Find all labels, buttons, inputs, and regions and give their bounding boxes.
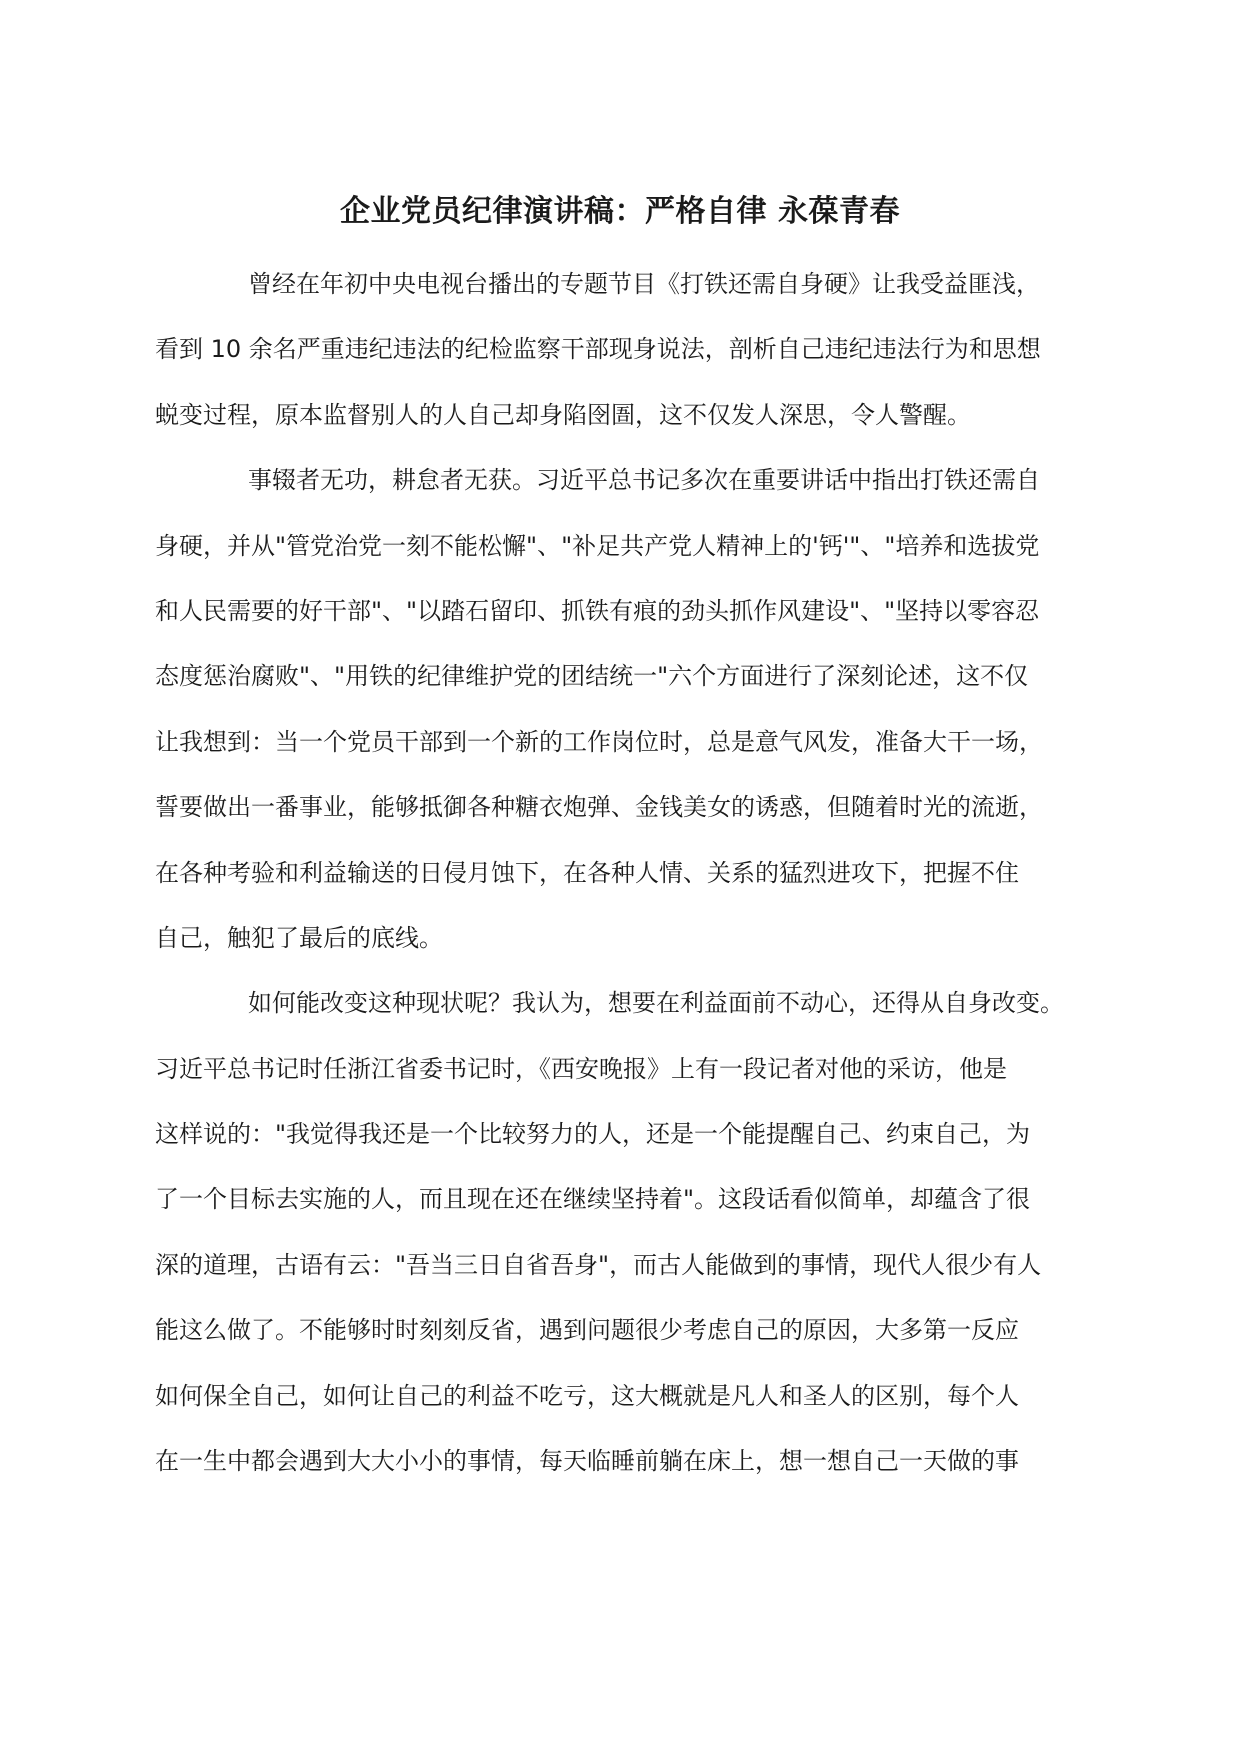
text-line: 态度惩治腐败"、"用铁的纪律维护党的团结统一"六个方面进行了深刻论述，这不仅	[155, 662, 1029, 691]
paragraph	[155, 252, 1085, 448]
text-line: 深的道理，古语有云："吾当三日自省吾身"，而古人能做到的事情，现代人很少有人	[155, 1250, 1042, 1279]
text-line: 在各种考验和利益输送的日侵月蚀下，在各种人情、关系的猛烈进攻下，把握不住	[155, 858, 1019, 887]
document-title: 企业党员纪律演讲稿：严格自律 永葆青春	[340, 194, 900, 229]
text-line: 如何保全自己，如何让自己的利益不吃亏，这大概就是凡人和圣人的区别，每个人	[155, 1381, 1019, 1410]
text-line: 曾经在年初中央电视台播出的专题节目《打铁还需自身硬》让我受益匪浅，	[248, 270, 1040, 298]
text-line: 自己，触犯了最后的底线。	[155, 923, 443, 952]
text-line: 蜕变过程，原本监督别人的人自己却身陷囹圄，这不仅发人深思，令人警醒。	[155, 400, 971, 429]
text-line: 了一个目标去实施的人，而且现在还在继续坚持着"。这段话看似简单，却蕴含了很	[155, 1185, 1031, 1214]
document-body	[155, 252, 1085, 1494]
text-line: 身硬，并从"管党治党一刻不能松懈"、"补足共产党人精神上的'钙'"、"培养和选拔党	[155, 531, 1040, 560]
text-line: 和人民需要的好干部"、"以踏石留印、抓铁有痕的劲头抓作风建设"、"坚持以零容忍	[155, 596, 1040, 625]
paragraph	[155, 971, 1085, 1494]
text-line: 能这么做了。不能够时时刻刻反省，遇到问题很少考虑自己的原因，大多第一反应	[155, 1316, 1019, 1345]
text-line: 看到 10 余名严重违纪违法的纪检监察干部现身说法，剖析自己违纪违法行为和思想	[155, 335, 1041, 364]
text-line: 让我想到：当一个党员干部到一个新的工作岗位时，总是意气风发，准备大干一场，	[155, 727, 1043, 756]
text-line: 这样说的："我觉得我还是一个比较努力的人，还是一个能提醒自己、约束自己，为	[155, 1120, 1031, 1149]
text-line: 事辍者无功，耕怠者无获。习近平总书记多次在重要讲话中指出打铁还需自	[248, 466, 1040, 495]
text-line: 习近平总书记时任浙江省委书记时，《西安晚报》上有一段记者对他的采访，他是	[155, 1054, 1007, 1083]
text-line: 在一生中都会遇到大大小小的事情，每天临睡前躺在床上，想一想自己一天做的事	[155, 1447, 1019, 1476]
paragraph	[155, 448, 1085, 971]
text-line: 誓要做出一番事业，能够抵御各种糖衣炮弹、金钱美女的诱惑，但随着时光的流逝，	[155, 793, 1043, 822]
text-line: 如何能改变这种现状呢？我认为，想要在利益面前不动心，还得从自身改变。	[248, 989, 1064, 1018]
